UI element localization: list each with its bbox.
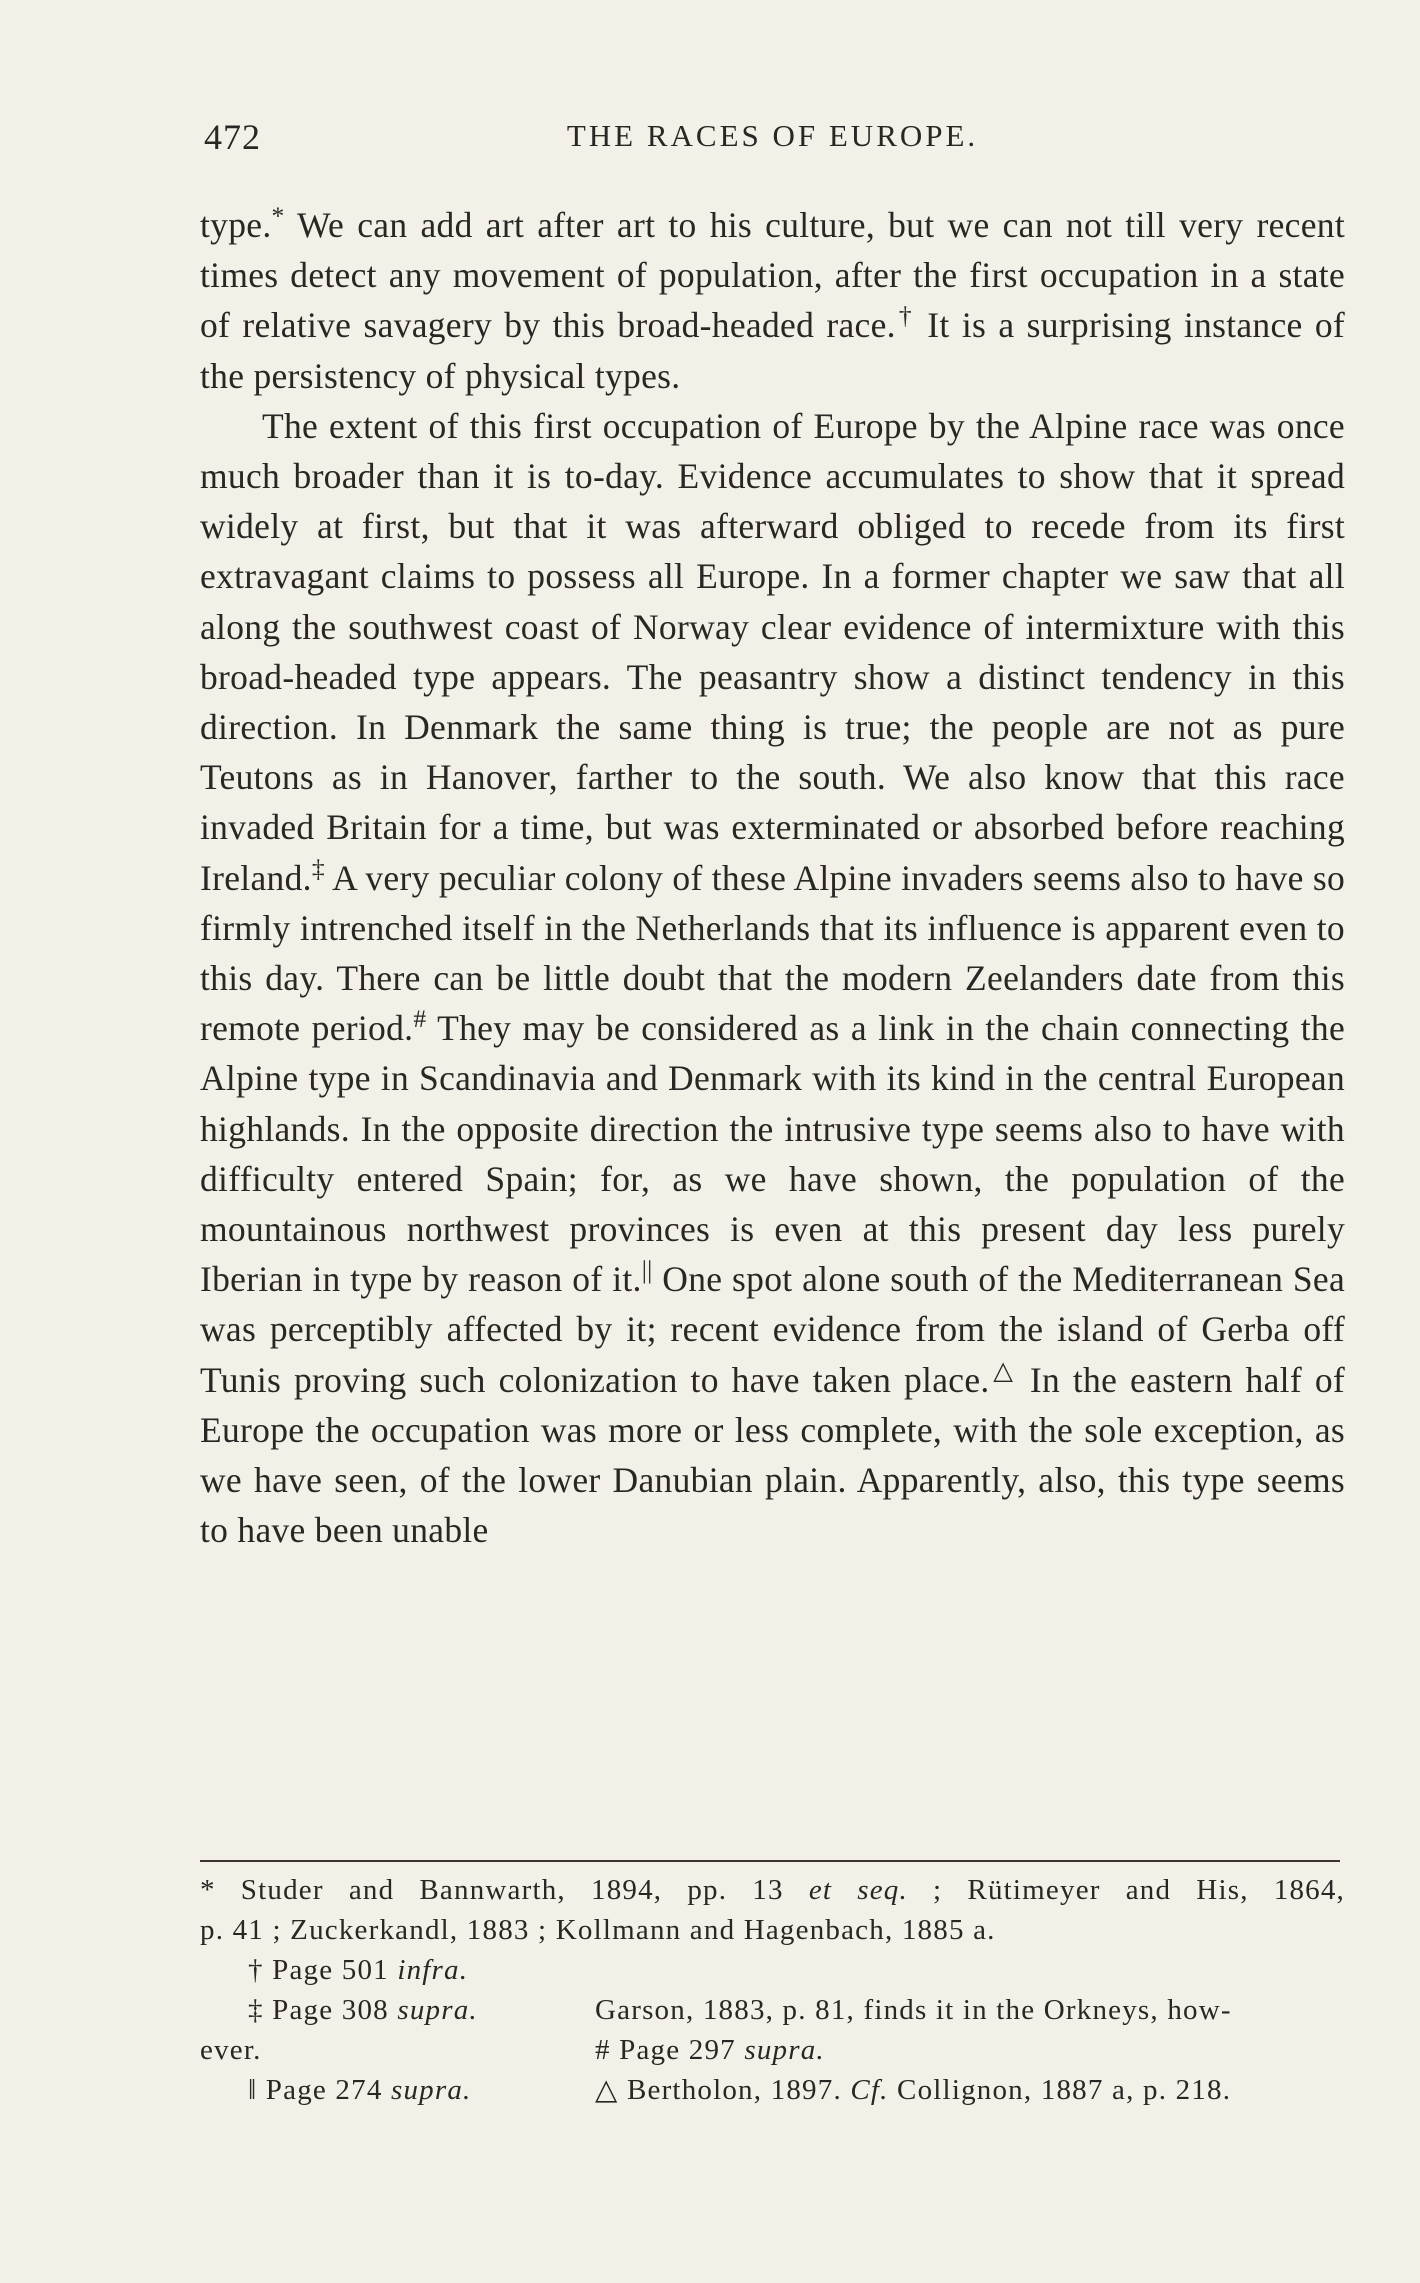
body-text [200,200,1345,1555]
double-dagger-marker: ‡ [248,1994,264,2026]
dagger-marker: † [248,1954,264,1986]
footnote-star-continued: p. 41 ; Zuckerkandl, 1883 ; Kollmann and Hagenbach, 1885 a. [200,1914,996,1946]
footnote-star: * Studer and Bannwarth, 1894, pp. 13 et seq. ; Rütimeyer and His, 1864, [200,1874,1345,1906]
running-title: THE RACES OF EUROPE. [566,118,979,153]
footnote-reference: † [895,301,916,331]
footnote-reference: * [271,201,285,231]
footnote-hash: # Page 297 supra. [595,2034,825,2066]
footnote-triangle: △ Bertholon, 1897. Cf. Collignon, 1887 a, p. 218. [595,2074,1232,2106]
running-head [200,116,1345,166]
text-run: They may be considered as a link in the chain connecting the Alpine type in Scandinavia and Denmark with its kind in the central European highlands. In the opposite direction the intrusive type seems also to have with difficulty entered Spain; for, as we have shown, the population of the mountainous northwest provinces is even at this present day less purely Iberian in type by reason of it. [200,1008,1346,1300]
footnote-reference: # [413,1004,427,1034]
footnote-reference: ‡ [311,853,325,883]
footnote-double-dagger-continued: ever. # Page 297 supra. [200,2030,1345,2070]
text-run: It is a surprising instance of the persistency of physical types. [200,305,1346,396]
text-run: A very peculiar colony of these Alpine invaders seems also to have so firmly intrenched itself in the Netherlands that its influence is apparent even to this day. There can be little doubt that the modern Zeelanders date from this remote period. [200,857,1345,1049]
text-run: One spot alone south of the Mediterranean Sea was perceptibly affected by it; recent evidence from the island of Gerba off Tunis proving such colonization to have taken place. [200,1259,1345,1400]
text-run: In the eastern half of Europe the occupation was more or less complete, with the sole exception, as we have seen, of the lower Danubian plain. Apparently, also, this type seems to have been unable [200,1359,1345,1551]
text-run: type. [200,205,272,245]
footnote-reference: △ [989,1355,1017,1385]
paragraph-alpine-occupation [200,401,1345,1556]
footnote-parallel: ‖ Page 274 supra. △ Bertholon, 1897. Cf. Collignon, 1887 a, p. 218. [200,2070,1345,2110]
parallel-marker: ‖ [248,2074,258,2106]
footnote-rule [200,1860,1340,1862]
footnote-reference: || [641,1255,653,1285]
footnote-dagger: † Page 501 infra. [248,1954,469,1986]
triangle-marker: △ [595,2074,619,2106]
page-number: 472 [204,117,261,157]
paragraph-continuation [200,200,1345,401]
text-run: The extent of this first occupation of Europe by the Alpine race was once much broader than it is to-day. Evidence accumulates to show that it spread widely at first, but that it was afterward obliged to recede from its first extravagant claims to possess all Europe. In a former chapter we saw that all along the southwest coast of Norway clear evidence of intermixture with this broad-headed type appears. The peasantry show a distinct tendency in this direction. In Denmark the same thing is true; the people are not as pure Teutons as in Hanover, farther to the south. We also know that this race invaded Britain for a time, but was exterminated or absorbed before reaching Ireland. [200,405,1345,898]
text-run: We can add art after art to his culture, but we can not till very recent times detect any movement of population, after the first occupation in a state of relative savagery by this broad-headed race. [200,205,1345,346]
hash-marker: # [595,2034,611,2066]
footnotes [200,1870,1345,2110]
footnote-double-dagger-note: Garson, 1883, p. 81, finds it in the Orkneys, how- [595,1994,1232,2026]
footnote-double-dagger: ‡ Page 308 supra. Garson, 1883, p. 81, finds it in the Orkneys, how- [200,1990,1345,2030]
